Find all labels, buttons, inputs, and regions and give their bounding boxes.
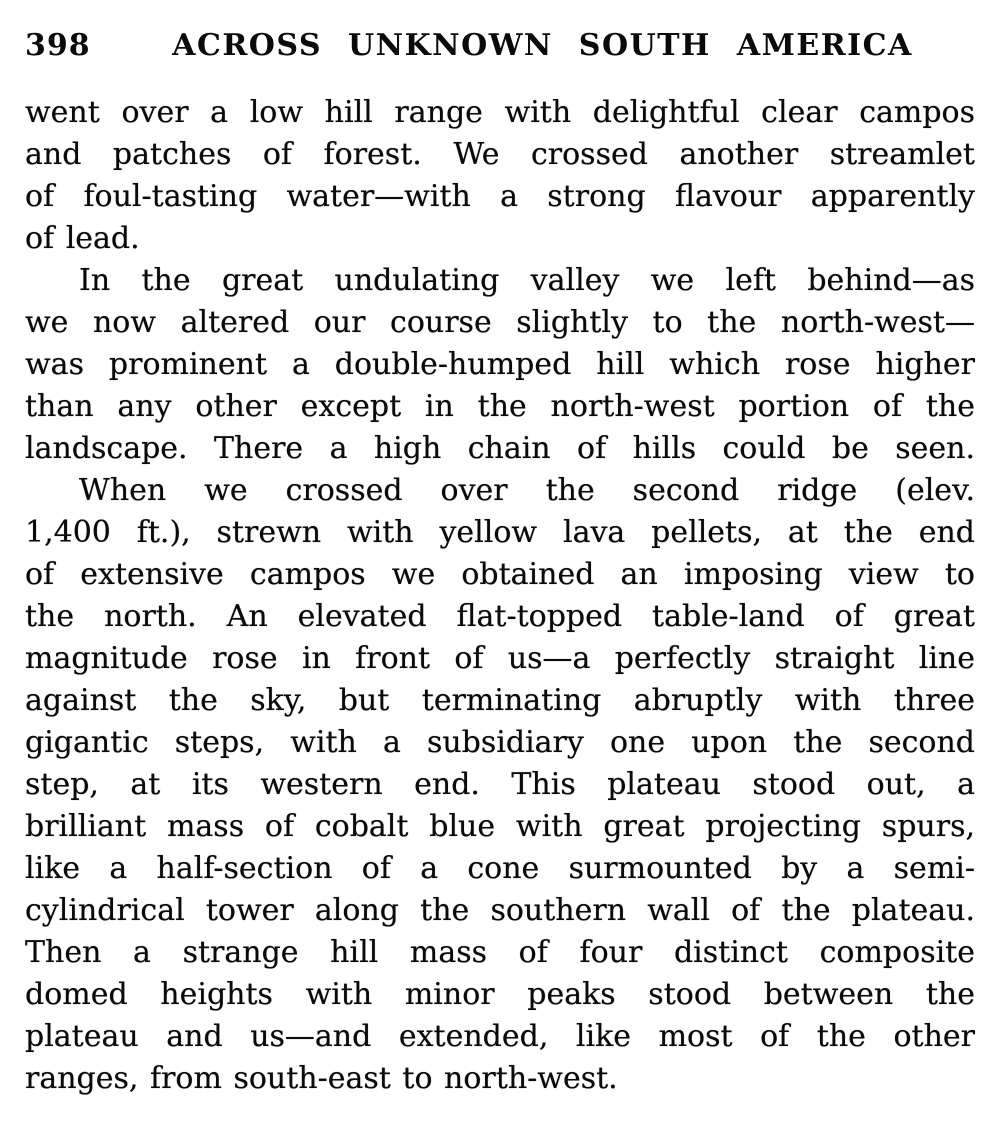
text-line: was prominent a double-humped hill which rose higher (25, 347, 975, 382)
text-line: cylindrical tower along the southern wall of the plateau. (25, 893, 975, 928)
text-line: 1,400 ft.), strewn with yellow lava pellets, at the end (25, 515, 975, 550)
text-line: we now altered our course slightly to the north-west— (25, 305, 975, 340)
text-line: magnitude rose in front of us—a perfectly straight line (25, 641, 975, 676)
text-line: landscape. There a high chain of hills could be seen. (25, 431, 975, 466)
text-line: than any other except in the north-west portion of the (25, 389, 975, 424)
text-line: Then a strange hill mass of four distinct composite (25, 935, 975, 970)
text-line: like a half-section of a cone surmounted by a semi- (25, 851, 975, 886)
text-line: the north. An elevated flat-topped table-land of great (25, 599, 975, 634)
page-header (25, 26, 975, 66)
text-line: and patches of forest. We crossed another streamlet (25, 137, 975, 172)
text-line: brilliant mass of cobalt blue with great projecting spurs, (25, 809, 975, 844)
text-line: In the great undulating valley we left behind—as (79, 263, 975, 298)
text-line: domed heights with minor peaks stood between the (25, 977, 975, 1012)
text-line: of foul-tasting water—with a strong flavour apparently (25, 179, 975, 214)
running-title: ACROSS UNKNOWN SOUTH AMERICA (172, 28, 913, 63)
text-line: ranges, from south-east to north-west. (25, 1061, 618, 1096)
text-line: of extensive campos we obtained an imposing view to (25, 557, 975, 592)
text-line: When we crossed over the second ridge (elev. (79, 473, 975, 508)
page-number: 398 (25, 28, 91, 63)
text-line: of lead. (25, 221, 140, 256)
text-line: went over a low hill range with delightful clear campos (25, 95, 975, 130)
text-line: plateau and us—and extended, like most of the other (25, 1019, 975, 1054)
page-body (25, 92, 975, 1100)
text-line: against the sky, but terminating abruptly with three (25, 683, 975, 718)
text-line: gigantic steps, with a subsidiary one upon the second (25, 725, 975, 760)
text-line: step, at its western end. This plateau stood out, a (25, 767, 975, 802)
